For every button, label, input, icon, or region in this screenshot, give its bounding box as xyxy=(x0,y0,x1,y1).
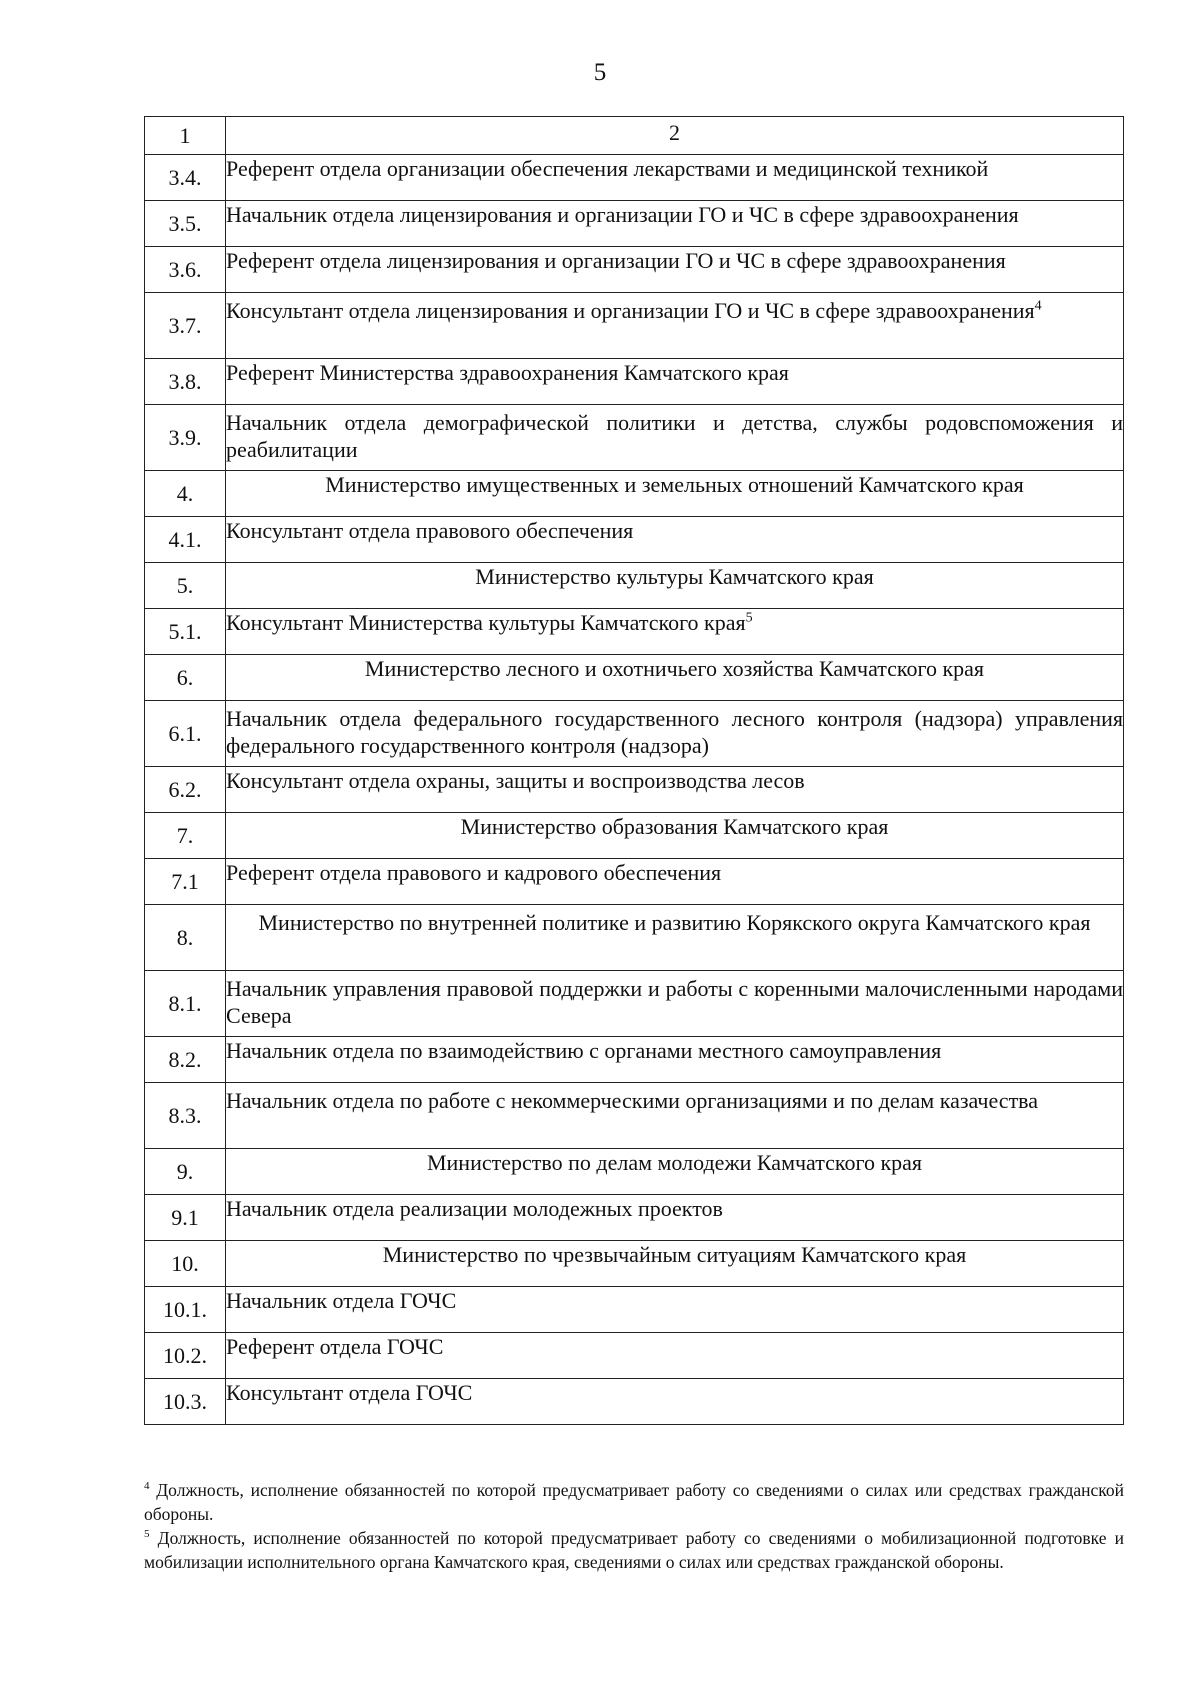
cell-text: Референт Министерства здравоохранения Камчатского края xyxy=(226,360,789,385)
footnotes xyxy=(144,1478,1124,1574)
table-row xyxy=(145,1195,1124,1241)
table-row xyxy=(145,1037,1124,1083)
position-title-cell xyxy=(226,1287,1124,1333)
position-title-cell xyxy=(226,859,1124,905)
footnote-text: Должность, исполнение обязанностей по которой предусматривает работу со сведениями о силах или средствах гражданской обороны. xyxy=(144,1480,1124,1524)
cell-text: Начальник отдела по взаимодействию с органами местного самоуправления xyxy=(226,1038,942,1063)
cell-text: Начальник отдела реализации молодежных проектов xyxy=(226,1196,723,1221)
table-section-row xyxy=(145,813,1124,859)
table-row xyxy=(145,293,1124,359)
cell-text: Консультант отдела охраны, защиты и воспроизводства лесов xyxy=(226,768,805,793)
table-section-row xyxy=(145,655,1124,701)
cell-text: Министерство по внутренней политике и развитию Корякского округа Камчатского края xyxy=(258,910,1091,935)
table-section-row xyxy=(145,1149,1124,1195)
table-row xyxy=(145,767,1124,813)
cell-text: Начальник отдела демографической политики и детства, службы родовспоможения и реабилитации xyxy=(226,410,1123,462)
table-row xyxy=(145,155,1124,201)
footnote xyxy=(144,1478,1124,1526)
header-cell-position: 2 xyxy=(226,117,1124,155)
position-title-cell xyxy=(226,1379,1124,1425)
position-title-cell xyxy=(226,701,1124,767)
table-row xyxy=(145,201,1124,247)
cell-text: Министерство лесного и охотничьего хозяйства Камчатского края xyxy=(364,656,985,681)
page-number: 5 xyxy=(593,59,607,86)
position-title-cell xyxy=(226,1083,1124,1149)
position-title-cell xyxy=(226,247,1124,293)
row-number-cell: 10.2. xyxy=(145,1333,226,1379)
table-row xyxy=(145,517,1124,563)
cell-text: Референт отдела лицензирования и организации ГО и ЧС в сфере здравоохранения xyxy=(226,248,1006,273)
row-number-cell: 6.2. xyxy=(145,767,226,813)
cell-text: Начальник отдела федерального государственного лесного контроля (надзора) управления федерального государственного контроля (надзора) xyxy=(226,706,1123,758)
table-section-row xyxy=(145,471,1124,517)
row-number-cell: 6.1. xyxy=(145,701,226,767)
row-number-cell: 10. xyxy=(145,1241,226,1287)
position-title-cell xyxy=(226,1333,1124,1379)
row-number-cell: 10.1. xyxy=(145,1287,226,1333)
cell-text: Референт отдела ГОЧС xyxy=(226,1334,444,1359)
row-number-cell: 10.3. xyxy=(145,1379,226,1425)
table-row xyxy=(145,405,1124,471)
ministry-name-cell xyxy=(226,905,1124,971)
row-number-cell: 4.1. xyxy=(145,517,226,563)
table-row xyxy=(145,609,1124,655)
table-section-row xyxy=(145,1241,1124,1287)
table-section-row xyxy=(145,563,1124,609)
cell-text: Референт отдела правового и кадрового обеспечения xyxy=(226,860,722,885)
footnote xyxy=(144,1526,1124,1574)
cell-text: Консультант отдела ГОЧС xyxy=(226,1380,473,1405)
row-number-cell: 7.1 xyxy=(145,859,226,905)
position-title-cell xyxy=(226,767,1124,813)
table-row xyxy=(145,971,1124,1037)
cell-text: Министерство культуры Камчатского края xyxy=(475,564,874,589)
table-row xyxy=(145,701,1124,767)
table-row xyxy=(145,1083,1124,1149)
ministry-name-cell xyxy=(226,1241,1124,1287)
row-number-cell: 5. xyxy=(145,563,226,609)
row-number-cell: 3.7. xyxy=(145,293,226,359)
cell-text: Начальник управления правовой поддержки и работы с коренными малочисленными народами Севера xyxy=(226,976,1123,1028)
cell-text: Начальник отдела лицензирования и организации ГО и ЧС в сфере здравоохранения xyxy=(226,202,1019,227)
row-number-cell: 3.6. xyxy=(145,247,226,293)
table-row xyxy=(145,247,1124,293)
table-row xyxy=(145,359,1124,405)
table-row xyxy=(145,859,1124,905)
footnote-mark: 4 xyxy=(144,1480,150,1493)
row-number-cell: 5.1. xyxy=(145,609,226,655)
cell-text: Министерство образования Камчатского края xyxy=(460,814,889,839)
position-title-cell xyxy=(226,1195,1124,1241)
table-row xyxy=(145,1287,1124,1333)
position-title-cell xyxy=(226,293,1124,359)
footnote-text: Должность, исполнение обязанностей по которой предусматривает работу со сведениями о мобилизационной подготовке и мобилизации исполнительного органа Камчатского края, сведениями о силах или средствах гражданской обороны. xyxy=(144,1528,1124,1572)
cell-text: Министерство по делам молодежи Камчатского края xyxy=(426,1150,923,1175)
position-title-cell xyxy=(226,359,1124,405)
footnote-reference: 4 xyxy=(1034,298,1042,314)
ministry-name-cell xyxy=(226,1149,1124,1195)
ministry-name-cell xyxy=(226,655,1124,701)
row-number-cell: 3.8. xyxy=(145,359,226,405)
cell-text: Консультант отдела лицензирования и организации ГО и ЧС в сфере здравоохранения xyxy=(226,298,1035,323)
position-title-cell xyxy=(226,609,1124,655)
footnote-mark: 5 xyxy=(144,1528,150,1541)
row-number-cell: 7. xyxy=(145,813,226,859)
table-row xyxy=(145,1379,1124,1425)
positions-table xyxy=(144,116,1124,1425)
cell-text: Консультант Министерства культуры Камчатского края xyxy=(226,610,746,635)
row-number-cell: 4. xyxy=(145,471,226,517)
footnote-reference: 5 xyxy=(745,610,753,626)
row-number-cell: 8.1. xyxy=(145,971,226,1037)
row-number-cell: 8.3. xyxy=(145,1083,226,1149)
row-number-cell: 8. xyxy=(145,905,226,971)
table-section-row xyxy=(145,905,1124,971)
cell-text: Референт отдела организации обеспечения лекарствами и медицинской техникой xyxy=(226,156,989,181)
row-number-cell: 3.9. xyxy=(145,405,226,471)
row-number-cell: 3.5. xyxy=(145,201,226,247)
cell-text: Министерство имущественных и земельных отношений Камчатского края xyxy=(325,472,1024,497)
cell-text: Министерство по чрезвычайным ситуациям Камчатского края xyxy=(382,1242,967,1267)
position-title-cell xyxy=(226,201,1124,247)
ministry-name-cell xyxy=(226,563,1124,609)
table-row xyxy=(145,1333,1124,1379)
row-number-cell: 8.2. xyxy=(145,1037,226,1083)
cell-text: Начальник отдела по работе с некоммерческими организациями и по делам казачества xyxy=(226,1088,1039,1113)
table-header-row xyxy=(145,117,1124,155)
position-title-cell xyxy=(226,517,1124,563)
cell-text: Начальник отдела ГОЧС xyxy=(226,1288,457,1313)
position-title-cell xyxy=(226,405,1124,471)
position-title-cell xyxy=(226,1037,1124,1083)
row-number-cell: 9. xyxy=(145,1149,226,1195)
ministry-name-cell xyxy=(226,471,1124,517)
row-number-cell: 6. xyxy=(145,655,226,701)
cell-text: Консультант отдела правового обеспечения xyxy=(226,518,634,543)
position-title-cell xyxy=(226,155,1124,201)
row-number-cell: 9.1 xyxy=(145,1195,226,1241)
position-title-cell xyxy=(226,971,1124,1037)
header-cell-number: 1 xyxy=(145,117,226,155)
ministry-name-cell xyxy=(226,813,1124,859)
row-number-cell: 3.4. xyxy=(145,155,226,201)
